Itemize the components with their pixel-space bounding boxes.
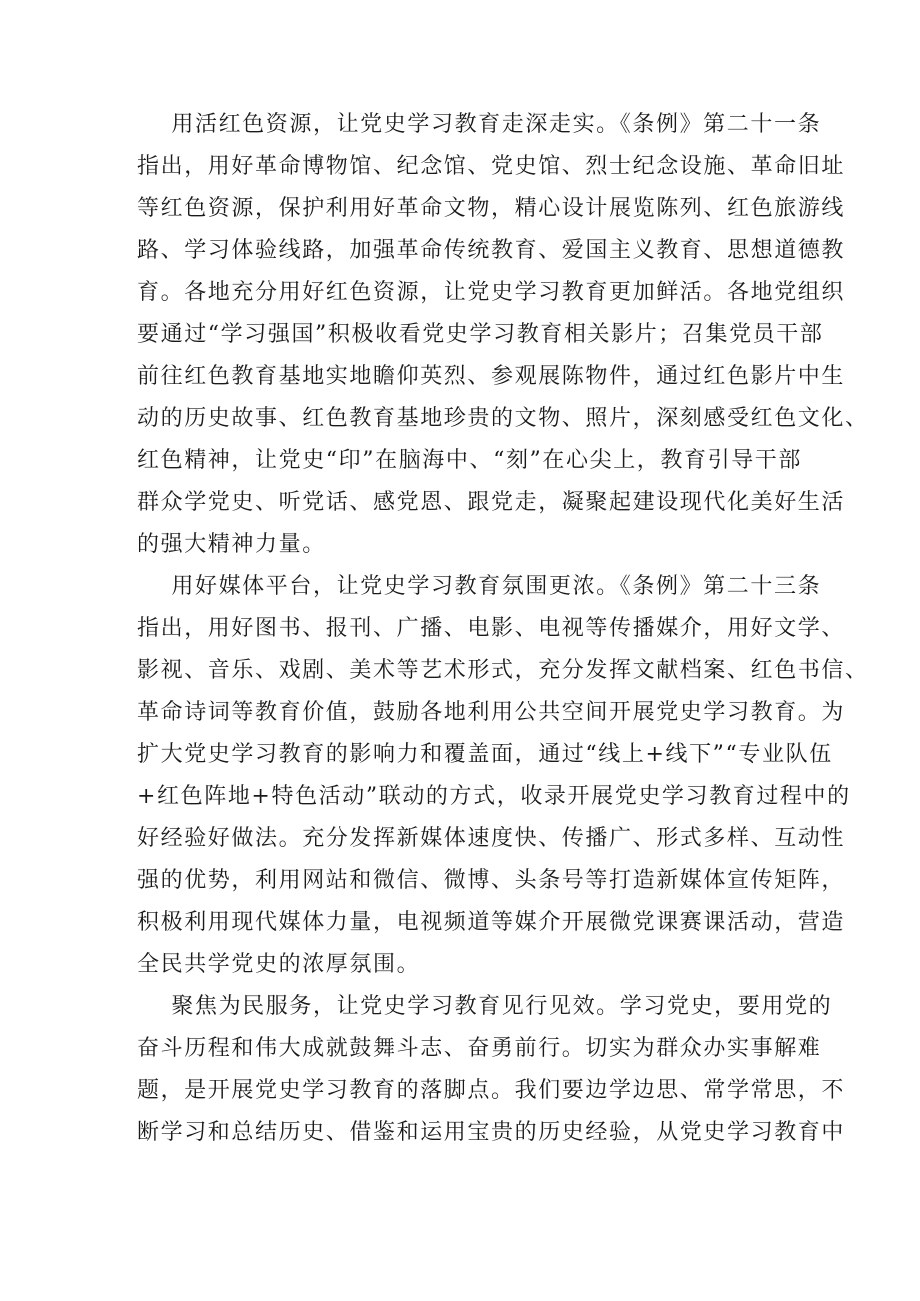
paragraph-line: 奋斗历程和伟大成就鼓舞斗志、奋勇前行。切实为群众办实事解难 [137,1036,822,1061]
paragraph-line: 的强大精神力量。 [137,532,326,557]
body-text [137,104,869,1154]
paragraph-line: 全民共学党史的浓厚氛围。 [137,952,421,977]
paragraph-line: 指出，用好革命博物馆、纪念馆、党史馆、烈士纪念设施、革命旧址 [137,154,846,179]
paragraph-line: 育。各地充分用好红色资源，让党史学习教育更加鲜活。各地党组织 [137,280,846,305]
paragraph-line: 等红色资源，保护利用好革命文物，精心设计展览陈列、红色旅游线 [137,196,846,221]
paragraph-line: 路、学习体验线路，加强革命传统教育、爱国主义教育、思想道德教 [137,238,846,263]
paragraph-line: 红色精神，让党史“印”在脑海中、“刻”在心尖上，教育引导干部 [137,448,802,473]
paragraph-line: 指出，用好图书、报刊、广播、电影、电视等传播媒介，用好文学、 [137,616,846,641]
paragraph-line: 革命诗词等教育价值，鼓励各地利用公共空间开展党史学习教育。为 [137,700,846,725]
paragraph-line: 影视、音乐、戏剧、美术等艺术形式，充分发挥文献档案、红色书信、 [137,658,869,683]
paragraph-line: 扩大党史学习教育的影响力和覆盖面，通过“线上+线下”“专业队伍 [137,742,833,767]
paragraph [137,566,869,986]
paragraph-line: 积极利用现代媒体力量，电视频道等媒介开展微党课赛课活动，营造 [137,910,846,935]
paragraph-line: 用活红色资源，让党史学习教育走深走实。《条例》第二十一条 [137,112,822,137]
paragraph-line: 断学习和总结历史、借鉴和运用宝贵的历史经验，从党史学习教育中 [137,1120,846,1145]
paragraph-line: 用好媒体平台，让党史学习教育氛围更浓。《条例》第二十三条 [137,574,822,599]
paragraph-line: 聚焦为民服务，让党史学习教育见行见效。学习党史，要用党的 [137,994,833,1019]
paragraph-line: 好经验好做法。充分发挥新媒体速度快、传播广、形式多样、互动性 [137,826,846,851]
paragraph [137,986,846,1154]
paragraph-line: 题，是开展党史学习教育的落脚点。我们要边学边思、常学常思，不 [137,1078,846,1103]
paragraph [137,104,869,566]
paragraph-line: 前往红色教育基地实地瞻仰英烈、参观展陈物件，通过红色影片中生 [137,364,846,389]
paragraph-line: 强的优势，利用网站和微信、微博、头条号等打造新媒体宣传矩阵， [137,868,846,893]
paragraph-line: 群众学党史、听党话、感党恩、跟党走，凝聚起建设现代化美好生活 [137,490,846,515]
paragraph-line: 动的历史故事、红色教育基地珍贵的文物、照片，深刻感受红色文化、 [137,406,869,431]
paragraph-line: 要通过“学习强国”积极收看党史学习教育相关影片；召集党员干部 [137,322,824,347]
paragraph-line: +红色阵地+特色活动”联动的方式，收录开展党史学习教育过程中的 [137,784,851,809]
